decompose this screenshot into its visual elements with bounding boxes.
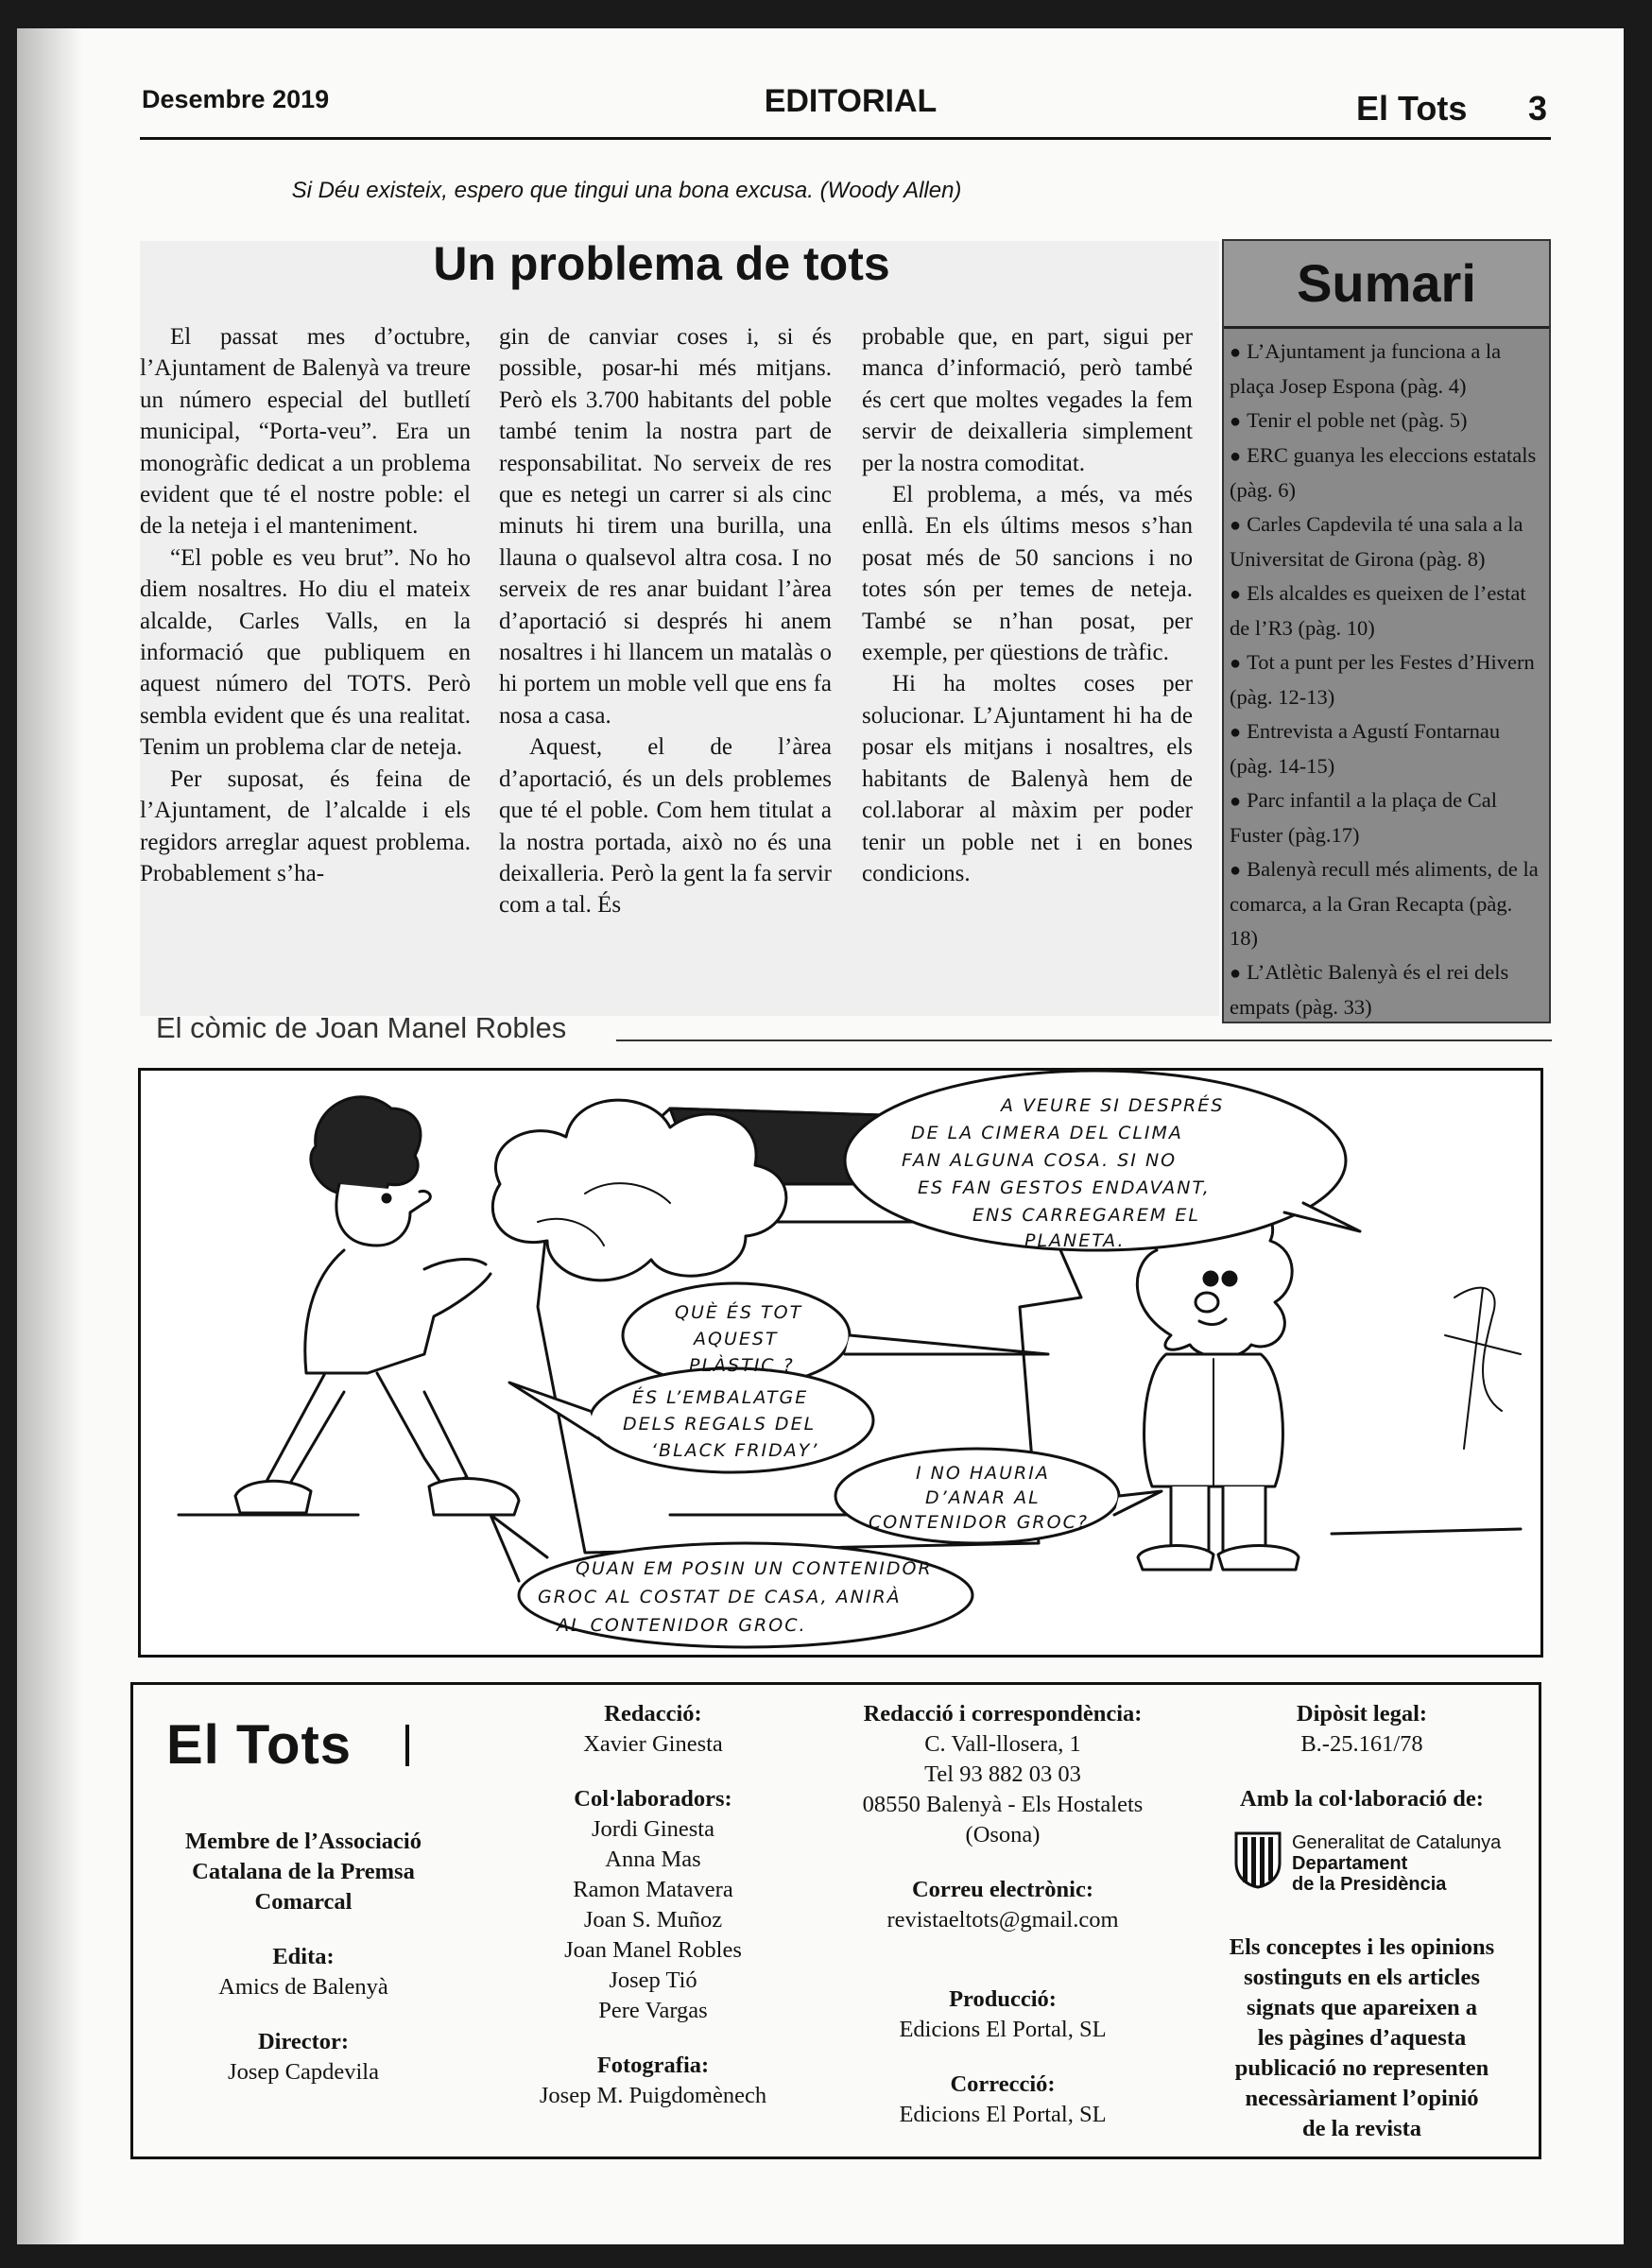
publisher: Amics de Balenyà [218,1974,388,2000]
man-face [336,1184,430,1246]
publisher-label: Edita: [272,1944,335,1969]
boy-shoe-right [1218,1546,1299,1570]
address-label: Redacció i correspondència: [863,1701,1143,1727]
toc-item: ● Els alcaldes es queixen de l’estat de l’R3 (pàg. 10) [1230,576,1543,645]
disclaimer-line: publicació no representen [1234,2055,1489,2081]
toc-item: ● Tenir el poble net (pàg. 5) [1230,404,1543,438]
toc-item: ● Parc infantil a la plaça de Cal Fuster (pàg.17) [1230,783,1543,852]
magazine-name: El Tots [1356,89,1468,128]
artist-signature [1445,1288,1521,1449]
paragraph: gin de canviar coses i, si és possible, posar-hi més mitjans. Però els 3.700 habitants del poble també tenim la nostra part de responsabilitat. No serveix de res que es netegi un carrer si als cinc minuts hi tirem una burilla, una llauna o qualsevol altra cosa. I no serveix de res anar buidant l’àrea d’aportació si després hi anem nosaltres i hi llancem un matalàs o hi portem un moble vell que ens fa nosa a casa. [499,324,832,729]
disclaimer-line: signats que apareixen a [1247,1995,1477,2020]
page-fold-shadow [17,28,83,2244]
membership-line: Catalana de la Premsa [192,1859,415,1884]
bubble-text: AQUEST [694,1329,779,1349]
bubble-text: QUÈ ÉS TOT [675,1302,803,1323]
sponsor-line: Departament [1292,1853,1408,1874]
photography-label: Fotografia: [596,2053,710,2078]
rubbish-cloud [492,1100,786,1280]
paragraph: Per suposat, és feina de l’Ajuntament, de l’alcalde i els regidors arreglar aquest problema. Probablement s’ha- [140,765,471,886]
editorial-label: Redacció: [604,1701,702,1727]
disclaimer-line: sostinguts en els articles [1244,1965,1480,1990]
comic-caption: El còmic de Joan Manel Robles [156,1011,567,1044]
article-column-2 [499,321,832,921]
membership-line: Membre de l’Associació [185,1829,422,1854]
paragraph: Hi ha moltes coses per solucionar. L’Ajuntament hi ha de posar els mitjans i nosaltres, els habitants de Balenyà hem de col.laborar al màxim per poder tenir un poble net i en bones condicions. [862,671,1193,886]
toc-title: Sumari [1224,241,1549,329]
proofreading-label: Correcció: [950,2071,1056,2097]
toc-list [1224,329,1549,1024]
boy-legs [1171,1486,1265,1553]
disclaimer [1201,1933,1523,2144]
email-address[interactable]: revistaeltots@gmail.com [886,1907,1119,1933]
comic-drawing [141,1071,1540,1655]
bubble-text: A VEURE SI DESPRÉS [1001,1095,1225,1116]
contributor: Joan Manel Robles [564,1937,742,1963]
disclaimer-line: les pàgines d’aquesta [1257,2025,1467,2051]
man-shoe-back [235,1481,311,1513]
disclaimer-line: Els conceptes i les opinions [1229,1934,1495,1960]
legal-deposit-label: Dipòsit legal: [1296,1701,1428,1727]
comic-strip [138,1068,1543,1658]
contributor: Anna Mas [605,1847,701,1872]
man-leg-front [377,1373,467,1486]
bubble-text: DELS REGALS DEL [623,1414,817,1435]
bubble-text: DE LA CIMERA DEL CLIMA [911,1123,1183,1143]
sponsor-line: de la Presidència [1292,1874,1447,1895]
bubble-text: PLANETA. [1024,1230,1126,1251]
paragraph: El passat mes d’octubre, l’Ajuntament de Balenyà va treure un número especial del butlletí municipal, “Porta-veu”. Era un monogràfic dedicat a un problema evident que té el nostre poble: el de la neteja i el manteniment. [140,324,471,540]
bubble-text: ÉS L’EMBALATGE [632,1387,809,1408]
production-label: Producció: [949,1986,1057,2012]
contributor: Pere Vargas [598,1998,708,2023]
paragraph: Aquest, el de l’àrea d’aportació, és un dels problemes que té el poble. Com hem titulat a la nostra portada, això no és una deixalleria. Però la gent la fa servir com a tal. És [499,734,832,919]
address-line: (Osona) [965,1822,1041,1847]
bubble-text: AL CONTENIDOR GROC. [557,1615,807,1636]
sponsor-line: Generalitat de Catalunya [1292,1832,1502,1853]
toc-item: ● Entrevista a Agustí Fontarnau (pàg. 14-15) [1230,714,1543,783]
contributors-label: Col·laboradors: [574,1786,732,1812]
bubble-text: CONTENIDOR GROC? [869,1512,1089,1533]
bubble-text: ‘BLACK FRIDAY’ [651,1440,819,1461]
legal-deposit: B.-25.161/78 [1300,1731,1423,1757]
generalitat-seal-icon [1233,1830,1282,1889]
address-line: 08550 Balenyà - Els Hostalets [862,1792,1144,1817]
logo-accent-bar [405,1725,409,1766]
address-line: C. Vall-llosera, 1 [924,1731,1081,1757]
contributor: Josep Tió [609,1967,697,1993]
production: Edicions El Portal, SL [899,2017,1107,2042]
bubble-text: I NO HAURIA [916,1463,1050,1484]
man-torso [305,1250,490,1373]
toc-item: ● Balenyà recull més aliments, de la comarca, a la Gran Recapta (pàg. 18) [1230,852,1543,955]
article-column-3 [862,321,1193,889]
issue-date: Desembre 2019 [142,85,330,113]
bubble-text: FAN ALGUNA COSA. SI NO [902,1150,1178,1171]
phone: Tel 93 882 03 03 [924,1761,1081,1787]
epigraph-quote: Si Déu existeix, espero que tingui una bona excusa. (Woody Allen) [291,178,962,203]
bubble-text: D’ANAR AL [925,1487,1041,1508]
contributor: Ramon Matavera [573,1877,733,1902]
comic-caption-rule [616,1040,1552,1041]
toc-item: ● Carles Capdevila té una sala a la Universitat de Girona (pàg. 8) [1230,507,1543,576]
director: Josep Capdevila [228,2059,379,2085]
editorial-staff: Xavier Ginesta [583,1731,723,1757]
director-label: Director: [257,2029,350,2054]
bubble-text: GROC AL COSTAT DE CASA, ANIRÀ [538,1587,902,1607]
bubble-text: PLÀSTIC ? [689,1355,795,1376]
contributor: Jordi Ginesta [592,1816,714,1842]
page-number: 3 [1528,89,1548,128]
article-title: Un problema de tots [433,237,890,290]
bubble-text: QUAN EM POSIN UN CONTENIDOR [576,1558,933,1579]
man-leg-back [264,1373,344,1496]
staff-credits [502,1699,804,2111]
legal-credits [1201,1699,1523,1814]
membership-note [162,1827,445,2088]
toc-item: ● L’Atlètic Balenyà és el rei dels empats (pàg. 33) [1230,955,1543,1024]
proofreading: Edicions El Portal, SL [899,2102,1107,2127]
bubble-text: ENS CARREGAREM EL [972,1205,1200,1226]
man-shoe-front [429,1479,519,1515]
bubble-text: ES FAN GESTOS ENDAVANT, [918,1177,1211,1198]
credits-box [130,1682,1541,2159]
toc-item: ● ERC guanya les eleccions estatals (pàg. 6) [1230,438,1543,507]
boy-shoe-left [1138,1546,1213,1570]
paragraph: El problema, a més, va més enllà. En els últims mesos s’han posat més de 50 sancions i no totes són per temes de neteja. També se n’han posat, per exemple, per qüestions de tràfic. [862,482,1193,666]
paragraph: probable que, en part, sigui per manca d’informació, però també és cert que moltes vegades la fem servir de deixalleria simplement per la nostra comoditat. [862,324,1193,476]
disclaimer-line: de la revista [1301,2116,1422,2141]
header-rule [140,137,1551,140]
email-label: Correu electrònic: [911,1877,1094,1902]
magazine-logo: El Tots [166,1714,353,1776]
sponsor-label: Amb la col·laboració de: [1240,1786,1484,1812]
contact-credits [833,1699,1173,2130]
disclaimer-line: necessàriament l’opinió [1245,2086,1479,2111]
contributor: Joan S. Muñoz [583,1907,723,1933]
table-of-contents [1222,239,1551,1023]
toc-item: ● Tot a punt per les Festes d’Hivern (pàg. 12-13) [1230,645,1543,714]
membership-line: Comarcal [254,1889,353,1915]
toc-item: ● L’Ajuntament ja funciona a la plaça Josep Espona (pàg. 4) [1230,335,1543,404]
paragraph: “El poble es veu brut”. No ho diem nosaltres. Ho diu el mateix alcalde, Carles Valls, en la informació que publiquem en aquest número del TOTS. Però sembla evident que és una realitat. Tenim un problema clar de neteja. [140,544,471,761]
photographer: Josep M. Puigdomènech [539,2083,767,2108]
article-column-1 [140,321,471,889]
section-title: EDITORIAL [764,83,938,119]
